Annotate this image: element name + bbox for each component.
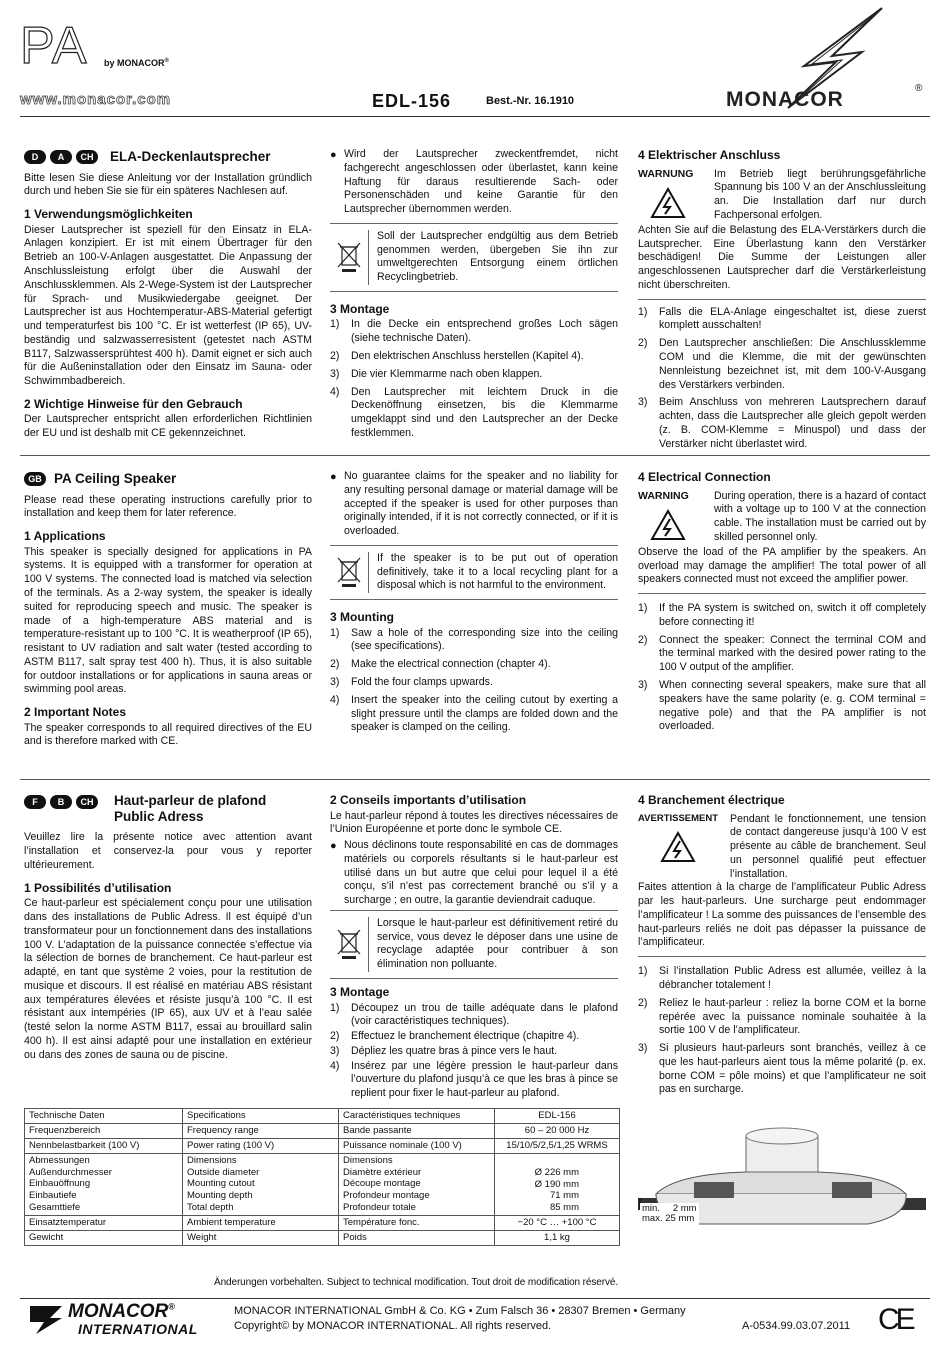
list-item: 1) Falls die ELA-Anlage eingeschaltet ist, diese zuerst komplett ausschalten! [638, 305, 926, 332]
list-item: 3) Beim Anschluss von mehreren Lautsprechern darauf achten, dass die Lautsprecher alle gleich gepolt werden (z. B. COM-Klemme = Minuspol) und dass der Verstärker nicht überlastet wird. [638, 396, 926, 450]
list-item: 2) Effectuez le branchement électrique (chapitre 4). [330, 1030, 580, 1043]
fr-s3-title: 3 Montage [330, 985, 390, 1000]
fr-warning: AVERTISSEMENT Pendant le fonctionnement, une tension de contact dangereuse jusqu’à 100 V est présente au câble de branchement. Seul un personnel qualifié peut effectuer l’installation. [638, 812, 926, 880]
list-item: 3) Fold the four clamps upwards. [330, 676, 493, 689]
fr-column-2 [330, 793, 618, 1102]
footer-address: MONACOR INTERNATIONAL GmbH & Co. KG • Zum Falsch 36 • 28307 Bremen • Germany [234, 1305, 686, 1317]
table-row: Abmessungen Außendurchmesser Einbauöffnung Einbautiefe Gesamttiefe Dimensions Outside diameter Mounting cutout Mounting depth Total depth Dimensions Diamètre extérieur Découpe montage Profondeur montage Profondeur totale Ø 226 mm Ø 190 mm 71 mm 85 mm [25, 1153, 620, 1216]
list-item: 1) Découpez un trou de taille adéquate dans le plafond (voir caractéristiques techniques). [330, 1001, 618, 1028]
list-item: 4) Den Lautsprecher mit leichtem Druck in die Deckenöffnung einsetzen, bis die Klemmarme umgeklappt sind und den Lautsprecher an der Decke festklemmen. [330, 385, 618, 439]
fr-s3-list [330, 1002, 618, 1101]
gb-column-1 [24, 470, 312, 749]
fr-column-1 [24, 793, 312, 1062]
gb-s2-title: 2 Important Notes [24, 705, 127, 720]
fr-s1-text: Ce haut-parleur est spécialement conçu pour une utilisation dans des installations de Public Adress. Il est équipé d’un transformateur pour un fonctionnement dans des installations 100 V. L’adaptation de la puissance connectée s’effectue via la sélection de bornes de branchement. Ce haut-parleur est adapté, en tant que système 2 voies, pour la restitution de musique et discours. Il est réalisé en matériau ABS résistant aux températures élevées et résiste jusqu’à 100 °C. Il est résistant aux intempéries (IP 65), aux UV et à l’eau salée (testé selon la norme ASTM B117, essai au brouillard salin 400 h). Il est ainsi adapté pour une installation en extérieur ou dans des zones de sauna ou de piscine. [24, 897, 312, 1061]
list-item: 3) Si plusieurs haut-parleurs sont branchés, veillez à ce que les haut-parleurs aient tous la même polarité (p. ex. borne COM = pôle moins) et que l’amplificateur ne soit pas en surcharge. [638, 1042, 926, 1096]
ce-mark: CE [878, 1303, 912, 1336]
list-item: 1) If the PA system is switched on, switch it off completely before connecting it! [638, 602, 926, 628]
list-item: 3) Die vier Klemmarme nach oben klappen. [330, 367, 543, 380]
recycle-bin-icon [336, 928, 362, 960]
recycle-bin-icon [336, 241, 362, 273]
gb-title: GB PA Ceiling Speaker [24, 470, 312, 488]
de-s1-text: Dieser Lautsprecher ist speziell für den Einsatz in ELA-Anlagen konzipiert. Er ist mit einem Übertrager für den Betrieb an 100-V-Anlagen ausgestattet. Die Anpassung der Anschlussleistung erfolgt über die Auswahl der Anschlussklemmen. Als 2-Wege-System ist der Lautsprecher für Sprach- und Musikwiedergabe geeignet. Der Lautsprecher ist aus Hochtemperatur-ABS-Material gefertigt und temperaturfest bis 100 °C. Er ist wetterfest (IP 65), UV-beständig und salzwasserresistent (getestet nach ASTM B117, Salzwassersprühtest 400 h). Damit eignet er sich auch für die Außeninstallation oder den Einsatz im Sauna- oder Schwimmbadbereich. [24, 223, 312, 388]
diagram-label-min: min. 2 mm max. 25 mm [642, 1203, 697, 1224]
de-s2-text: Der Lautsprecher entspricht allen erforderlichen Richtlinien der EU und ist deshalb mit CE gekennzeichnet. [24, 413, 312, 440]
flag-f: F [24, 795, 46, 809]
gb-intro: Please read these operating instructions carefully prior to installation and keep them for later reference. [24, 493, 312, 520]
de-intro: Bitte lesen Sie diese Anleitung vor der Installation gründlich durch und heben Sie sie für ein späteres Nachlesen auf. [24, 171, 312, 198]
gb-bullet: ● No guarantee claims for the speaker and no liability for any resulting personal damage or material damage will be accepted if the speaker is used for other purposes than originally intended, if it is not correctly connected, or if it is overloaded. [330, 470, 618, 538]
flag-d: D [24, 150, 46, 164]
fr-warn-after: Faites attention à la charge de l’amplificateur Public Adress par les haut-parleurs. Une surcharge peut endommager l’amplificateur ! La somme des puissances de l’ensemble des haut-parleurs reliés ne doit pas dépasser la puissance de l’amplificateur. [638, 881, 926, 957]
warning-triangle-icon [650, 509, 686, 541]
section-divider [20, 779, 930, 780]
by-monacor: by MONACOR® [104, 58, 169, 68]
de-s2-title: 2 Wichtige Hinweise für den Gebrauch [24, 396, 243, 411]
de-s4-list [638, 306, 926, 452]
flag-ch: CH [76, 150, 98, 164]
list-item: 4) Insérez par une légère pression le haut-parleur dans l’ouverture du plafond jusqu’à ce que les bras à pince se replient pour fixer le haut-parleur au plafond. [330, 1059, 618, 1100]
gb-warning: WARNING During operation, there is a hazard of contact with a voltage up to 100 V at the connection cable. The installation must be carried out by skilled personnel only. [638, 489, 926, 543]
fr-intro: Veuillez lire la présente notice avec attention avant l’installation et conservez-la pour vous y reporter ultérieurement. [24, 831, 312, 871]
footer-copyright: Copyright© by MONACOR INTERNATIONAL. All rights reserved. [234, 1320, 552, 1332]
fr-column-3 [638, 793, 926, 1101]
de-s4-title: 4 Elektrischer Anschluss [638, 148, 781, 162]
header-rule [20, 116, 930, 117]
de-recycle-box: Soll der Lautsprecher endgültig aus dem Betrieb genommen werden, übergeben Sie ihn zur umweltgerechten Entsorgung einem örtlichen Recyclingbetrieb. [330, 223, 618, 292]
fr-s4-title: 4 Branchement électrique [638, 793, 785, 807]
list-item: 2) Reliez le haut-parleur : reliez la borne COM et la borne repérée avec la puissance nominale souhaitée à la sortie 100 V de l’amplificateur. [638, 996, 926, 1037]
flag-b: B [50, 795, 72, 809]
fr-recycle-box: Lorsque le haut-parleur est définitivement retiré du service, vous devez le déposer dans une usine de recyclage adaptée pour contribuer à son élimination non polluante. [330, 910, 618, 979]
gb-s3-title: 3 Mounting [330, 610, 394, 625]
warning-triangle-icon [660, 831, 696, 863]
gb-s3-list [330, 627, 618, 735]
gb-s1-title: 1 Applications [24, 529, 106, 544]
flag-ch: CH [76, 795, 98, 809]
order-number: Best.-Nr. 16.1910 [486, 95, 575, 107]
specifications-table [24, 1108, 620, 1246]
footer-logo-international: INTERNATIONAL [78, 1321, 198, 1337]
recycle-bin-icon [336, 556, 362, 588]
fr-s2-title: 2 Conseils importants d’utilisation [330, 793, 527, 807]
gb-column-2 [330, 470, 618, 739]
gb-s2-text: The speaker corresponds to all required directives of the EU and is therefore marked with CE. [24, 721, 312, 748]
warning-triangle-icon [650, 187, 686, 219]
fr-s1-title: 1 Possibilités d’utilisation [24, 880, 172, 895]
gb-column-3 [638, 470, 926, 738]
de-warn-after: Achten Sie auf die Belastung des ELA-Verstärkers durch die Lautsprecher. Eine Überlastung kann den Verstärker beschädigen! Die Summe der Leistungen aller angeschlossenen Lautsprecher darf die Verstärkerleistung nicht überschreiten. [638, 224, 926, 300]
logo-registered: ® [915, 83, 923, 94]
list-item: 4) Insert the speaker into the ceiling cutout by exerting a slight pressure until the clamps are folded down and the speaker is clamped on the ceiling. [330, 693, 618, 734]
list-item: 2) Den elektrischen Anschluss herstellen (Kapitel 4). [330, 350, 584, 363]
website: www.monacor.com [20, 91, 172, 108]
footer-doc-code: A-0534.99.03.07.2011 [742, 1320, 851, 1332]
table-row: Frequenzbereich Frequency range Bande passante 60 – 20 000 Hz [25, 1123, 620, 1138]
de-s3-title: 3 Montage [330, 301, 390, 316]
table-header-row: Technische Daten Specifications Caractéristiques techniques EDL-156 [25, 1109, 620, 1124]
list-item: 3) When connecting several speakers, make sure that all speakers have the same polarity (e. g. COM terminal = negative pole) and that the PA amplifier is not overloaded. [638, 679, 926, 733]
gb-s1-text: This speaker is specially designed for applications in PA systems. It is equipped with a transformer for operation at 100 V systems. The connected load is matched via selection of the terminals. As a 2-way system, the speaker is ideally suited for reproducing speech and music. The speaker is made of a high-temperature ABS material and is temperature-resistant up to 100 °C. It is weatherproof (IP 65), resistant to UV radiation and salt water (tested according to ASTM B117, salt spray test 400 h). Thus, it is also suitable for outdoor installations or for applications in sauna areas or swimming pool areas. [24, 545, 312, 696]
de-s1-title: 1 Verwendungsmöglichkeiten [24, 207, 193, 222]
flag-gb: GB [24, 472, 46, 486]
modification-note: Änderungen vorbehalten. Subject to technical modification. Tout droit de modification réservé. [214, 1277, 618, 1288]
de-column-3 [638, 148, 926, 455]
brand-pa: PA [20, 17, 88, 75]
gb-s4-title: 4 Electrical Connection [638, 470, 771, 484]
de-s3-list [330, 318, 618, 440]
list-item: 1) Saw a hole of the corresponding size into the ceiling (see specifications). [330, 626, 618, 653]
de-warning: WARNUNG Im Betrieb liegt berührungsgefährliche Spannung bis 100 V an der Anschlussleitung an. Die Installation darf nur durch Fachpersonal erfolgen. [638, 167, 926, 221]
model-number: EDL-156 [372, 91, 452, 111]
list-item: 2) Make the electrical connection (chapter 4). [330, 658, 551, 671]
footer-rule [20, 1298, 930, 1299]
list-item: 2) Den Lautsprecher anschließen: Die Anschlussklemme COM und die Klemme, die mit der gewünschten Nennleistung bezeichnet ist, mit dem 100-V-Ausgang des Verstärkers verbinden. [638, 337, 926, 391]
table-row: Nennbelastbarkeit (100 V) Power rating (100 V) Puissance nominale (100 V) 15/10/5/2,5/1,25 WRMS [25, 1138, 620, 1153]
flag-a: A [50, 150, 72, 164]
list-item: 3) Dépliez les quatre bras à pince vers le haut. [330, 1044, 558, 1057]
gb-s4-list [638, 602, 926, 734]
fr-s4-list [638, 965, 926, 1097]
gb-warn-after: Observe the load of the PA amplifier by the speakers. An overload may damage the amplifier! The total power of all speakers connected must not exceed the amplifier power. [638, 546, 926, 594]
table-row: Gewicht Weight Poids 1,1 kg [25, 1231, 620, 1246]
monacor-footer-logo-icon [26, 1304, 66, 1334]
de-column-1 [24, 148, 312, 441]
list-item: 1) Si l’installation Public Adress est allumée, veillez à la débrancher totalement ! [638, 965, 926, 992]
de-column-2 [330, 148, 618, 445]
gb-recycle-box: If the speaker is to be put out of operation definitively, take it to a local recycling plant for a disposal which is not harmful to the environment. [330, 545, 618, 600]
table-row: Einsatztemperatur Ambient temperature Température fonc. −20 °C … +100 °C [25, 1216, 620, 1231]
de-bullet: ● Wird der Lautsprecher zweckentfremdet, nicht fachgerecht angeschlossen oder überlastet, kann keine Haftung für daraus resultierende Sach- oder Personenschäden und keine Garantie für den Lautsprecher übernommen werden. [330, 148, 618, 216]
list-item: 1) In die Decke ein entsprechend großes Loch sägen (siehe technische Daten). [330, 318, 618, 345]
list-item: 2) Connect the speaker: Connect the terminal COM and the terminal marked with the desired power rating to the 100 V output of the amplifier. [638, 633, 926, 674]
fr-bullet: ● Nous déclinons toute responsabilité en cas de dommages matériels ou corporels résultants si le haut-parleur est utilisé dans un but autre que celui pour lequel il a été conçu, s’il n’est pas correctement branché ou s’il y a surcharge ; en outre, la garantie deviendrait caduque. [330, 839, 618, 907]
speaker-mounting-diagram [636, 1118, 928, 1248]
de-title: D A CH ELA-Deckenlautsprecher [24, 148, 312, 166]
footer-logo: MONACOR® [68, 1301, 175, 1322]
monacor-logo: MONACOR [726, 88, 844, 111]
section-divider [20, 455, 930, 456]
fr-title: F B CH Haut-parleur de plafond Public Adress [24, 793, 312, 825]
fr-s2-text: Le haut-parleur répond à toutes les directives nécessaires de l’Union Européenne et porte donc le symbole CE. [330, 809, 618, 836]
